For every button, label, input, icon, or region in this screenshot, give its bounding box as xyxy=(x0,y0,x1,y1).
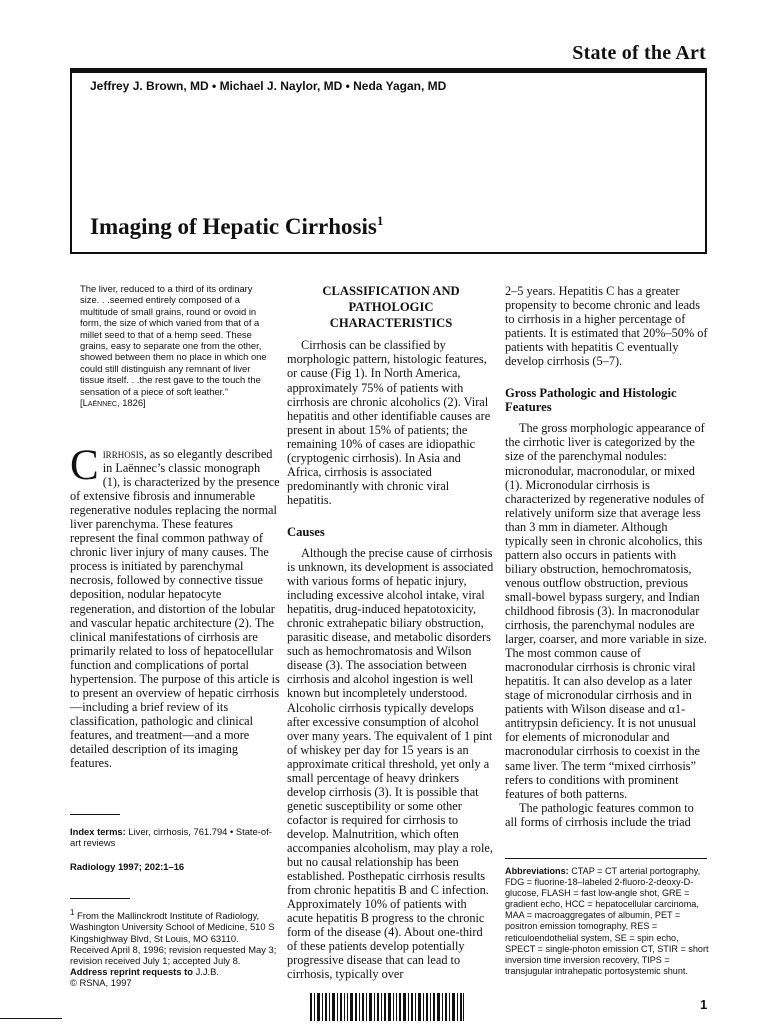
intro-lead-word: irrhosis xyxy=(102,447,144,461)
section-label: State of the Art xyxy=(572,42,706,64)
article-title-text: Imaging of Hepatic Cirrhosis xyxy=(90,214,377,239)
abbreviations-divider xyxy=(505,858,707,859)
abbreviations-label: Abbreviations: xyxy=(505,866,569,876)
barcode xyxy=(310,993,464,1021)
abbreviations-box xyxy=(505,866,709,977)
title-footnote-marker: 1 xyxy=(376,213,384,228)
drop-cap: C xyxy=(70,442,99,489)
journal-name: Radiology xyxy=(70,861,116,872)
intro-paragraph xyxy=(70,442,280,771)
reprint-label: Address reprint requests to xyxy=(70,966,193,978)
page-number: 1 xyxy=(700,997,708,1012)
index-terms xyxy=(70,826,280,849)
abbreviations-text: CTAP = CT arterial portography, FDG = fluorine-18–labeled 2-fluoro-2-deoxy-D-glucose, FLASH = fast low-angle shot, GRE = gradient echo, HCC = hepatocellular carcinoma, MAA = macroaggregates of albumin, PET = positron emission tomography, RES = reticuloendothelial system, SE = spin echo, SPECT = single-photon emission CT, STIR = short inversion time inversion recovery, TIPS = transjugular intrahepatic portosystemic shunt. xyxy=(505,866,709,976)
hepatitis-c-paragraph: 2–5 years. Hepatitis C has a greater propensity to become chronic and leads to cirrhosis in a higher percentage of patients. It is estimated that 20%–50% of patients with hepatitis C eventually develop cirrhosis (5–7). xyxy=(505,284,708,369)
reprint-to: J.J.B. xyxy=(195,966,220,978)
pathologic-features-paragraph: The pathologic features common to all forms of cirrhosis include the triad xyxy=(505,800,694,829)
subheading-gross-pathologic: Gross Pathologic and Histologic Features xyxy=(505,386,677,415)
affiliation-footnote xyxy=(70,907,280,989)
gross-pathology-paragraph: The gross morphologic appearance of the cirrhotic liver is categorized by the size of the parenchymal nodules: micronodular, macronodular, or mixed (1). Micronodular cirrhosis is characterized by regenerative nodules of relatively uniform size that average less than 3 mm in diameter. Although typically seen in chronic alcoholics, this pattern also occurs in patients with biliary obstruction, hemochromatosis, venous outflow obstruction, previous small-bowel bypass surgery, and Indian childhood fibrosis (3). In macronodular cirrhosis, the parenchymal nodules are larger, coarser, and more variable in size. The most common cause of macronodular cirrhosis is chronic viral hepatitis. It can also develop as a later stage of micronodular cirrhosis and in patients with Wilson disease and α1-antitrypsin deficiency. It is not unusual for elements of micronodular and macronodular cirrhosis to coexist in the same liver. The term “mixed cirrhosis” refers to conditions with prominent features of both patterns. xyxy=(505,421,707,801)
index-terms-text: Liver, cirrhosis, 761.794 • State-of-art reviews xyxy=(70,826,272,849)
footer-rule xyxy=(0,1018,62,1019)
article-title xyxy=(90,213,383,240)
index-terms-label: Index terms: xyxy=(70,826,126,837)
footnote-divider xyxy=(70,898,130,899)
title-box-top-rule xyxy=(70,70,707,73)
epigraph-quote: The liver, reduced to a third of its ordinary size. . .seemed entirely composed of a multitude of small grains, round or ovoid in form, the size of which varied from that of a millet seed to that of a hemp seed. These grains, easy to separate one from the other, showed between them no place in which one could still distinguish any remnant of liver tissue itself. . .the rest gave to the touch the sensation of a piece of soft leather.” xyxy=(80,283,267,397)
section-heading-classification: CLASSIFICATION AND PATHOLOGIC CHARACTERISTICS xyxy=(322,284,460,330)
copyright: © RSNA, 1997 xyxy=(70,977,132,989)
column-two xyxy=(287,284,495,981)
journal-reference xyxy=(70,861,184,872)
intro-column xyxy=(70,442,280,771)
subheading-causes: Causes xyxy=(287,524,325,539)
column-three xyxy=(505,284,709,829)
causes-paragraph: Although the precise cause of cirrhosis is unknown, its development is associated with various forms of hepatic injury, including excessive alcohol intake, viral hepatitis, drug-induced hepatotoxicity, chronic extrahepatic biliary obstruction, parasitic disease, and metabolic disorders such as hemochromatosis and Wilson disease (3). The association between cirrhosis and alcohol ingestion is well known but incompletely understood. Alcoholic cirrhosis typically develops after excessive consumption of alcohol over many years. The equivalent of 1 pint of whiskey per day for 15 years is an approximate critical threshold, yet only a small percentage of heavy drinkers develop cirrhosis (3). It is possible that genetic susceptibility or some other cofactor is required for cirrhosis to develop. Malnutrition, which often accompanies alcoholism, may play a role, but no causal relationship has been established. Posthepatic cirrhosis results from chronic hepatitis B and C infection. Approximately 10% of patients with acute hepatitis B progress to the chronic form of the disease (4). About one-third of these patients develop potentially progressive disease that can lead to cirrhosis, typically over xyxy=(287,546,494,982)
intro-body: , as so elegantly described in Laënnec’s classic monograph (1), is characterized by the presence of extensive fibrosis and innumerable regenerative nodules replacing the normal liver parenchyma. These features represent the final common pathway of chronic liver injury of many causes. The process is initiated by parenchymal necrosis, followed by connective tissue deposition, nodular hepatocyte regeneration, and distortion of the lobular and vascular hepatic architecture (2). The clinical manifestations of cirrhosis are primarily related to loss of hepatocellular function and complications of portal hypertension. The purpose of this article is to present an overview of hepatic cirrhosis—including a brief review of its classification, pathologic and clinical features, and treatment—and a more detailed description of its imaging features. xyxy=(70,447,280,771)
footnote-text: From the Mallinckrodt Institute of Radiology, Washington University School of Medicine, 510 S Kingshighway Blvd, St Louis, MO 63110. Received April 8, 1996; revision requested May 3; revision received July 1; accepted July 8. xyxy=(70,910,277,966)
classification-paragraph: Cirrhosis can be classified by morphologic pattern, histologic features, or cause (Fig 1). In North America, approximately 75% of patients with cirrhosis are chronic alcoholics (2). Viral hepatitis and other identifiable causes are present in about 15% of patients; the remaining 10% of cases are idiopathic (cryptogenic cirrhosis). In Asia and Africa, cirrhosis is associated predominantly with chronic viral hepatitis. xyxy=(287,338,491,507)
epigraph-attribution: [Laënnec, 1826] xyxy=(80,397,146,409)
journal-citation: 1997; 202:1–16 xyxy=(117,861,185,872)
authors: Jeffrey J. Brown, MD • Michael J. Naylor, MD • Neda Yagan, MD xyxy=(90,79,447,93)
epigraph xyxy=(80,283,268,408)
index-divider xyxy=(70,814,120,815)
footnote-marker: 1 xyxy=(70,908,75,917)
